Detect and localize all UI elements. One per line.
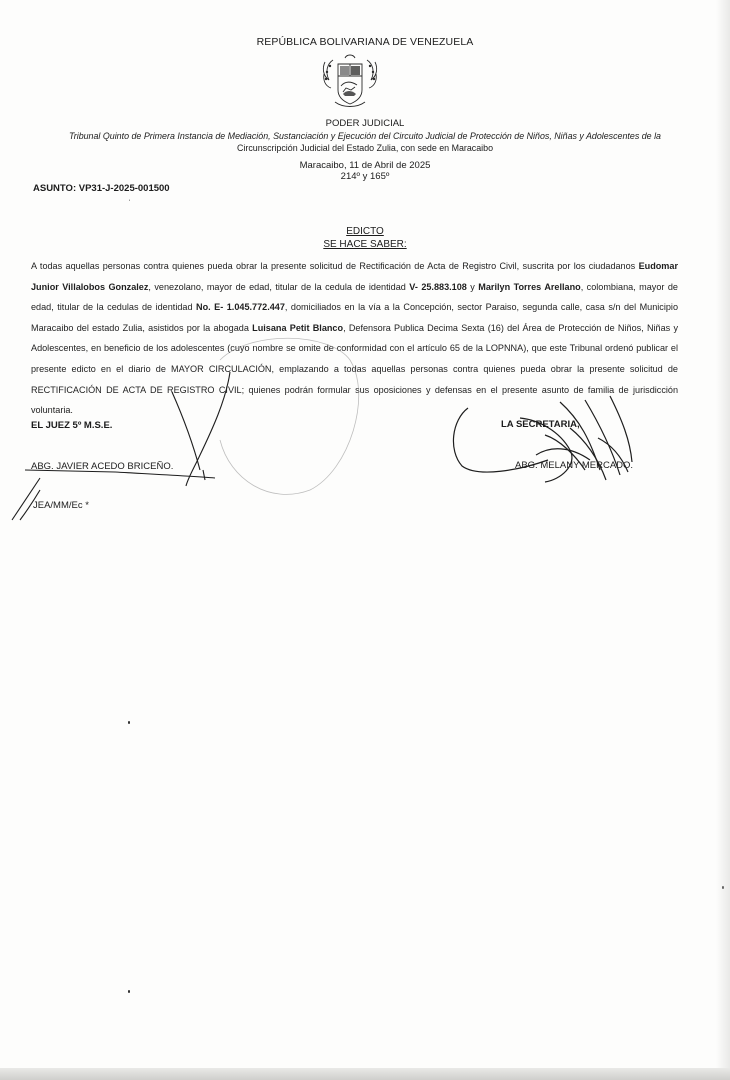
body-text-6: , Defensora Publica Decima Sexta (16) del Área de Protección de Niños, Niñas y Adolescentes, en beneficio de los adolescentes (cuyo nombre se omite de conformidad con el artículo 65 de la LOPNNA), que este Tribunal ordenó publicar el presente edicto en el diario de MAYOR CIRCULACIÓN, emplazando a todas aquellas personas contra quienes pueda obrar la presente solicitud de RECTIFICACIÓN DE ACTA DE REGISTRO CIVIL; quienes podrán formular sus oposiciones y defensas en el presente asunto de familia de jurisdicción voluntaria. [31, 322, 679, 416]
page-edge-shadow [716, 0, 730, 1080]
document-subtitle: SE HACE SABER: [323, 239, 407, 250]
independence-years: 214º y 165º [340, 171, 390, 182]
tribunal-name-line2: Circunscripción Judicial del Estado Zulia, con sede en Maracaibo [236, 143, 494, 153]
judge-title: EL JUEZ 5º M.S.E. [31, 420, 113, 431]
body-text-3: y [466, 281, 479, 292]
judicial-power-heading: PODER JUDICIAL [325, 118, 405, 129]
document-title: EDICTO [346, 226, 384, 237]
coat-of-arms-seal [315, 50, 385, 116]
initials: JEA/MM/Ec * [33, 500, 89, 511]
republic-heading: REPÚBLICA BOLIVARIANA DE VENEZUELA [256, 36, 474, 48]
judge-name: ABG. JAVIER ACEDO BRICEÑO. [31, 461, 174, 472]
applicant-id-1: V- 25.883.108 [409, 281, 467, 292]
body-text-5: , domiciliados en la vía a la Concepción, sector Paraiso, segunda calle, casa s/n del Municipio Maracaibo del estado Zulia, asistidos por la abogada [31, 302, 679, 333]
body-text-2: , venezolano, mayor de edad, titular de la cedula de identidad [148, 281, 410, 292]
body-text-4: , colombiana, mayor de edad, titular de la cedulas de identidad [31, 281, 678, 313]
applicant-name-2: Marilyn Torres Arellano [478, 281, 581, 292]
page-bottom-shadow [0, 1068, 730, 1080]
applicant-id-2: No. E- 1.045.772.447 [196, 302, 285, 313]
attorney-name: Luisana Petit Blanco [252, 322, 344, 333]
tribunal-name-line1: Tribunal Quinto de Primera Instancia de Mediación, Sustanciación y Ejecución del Circuito Judicial de Protección de Niños, Niñas y Adolescentes de la [69, 131, 661, 141]
secretary-title: LA SECRETARIA, [501, 419, 580, 430]
specks [128, 990, 130, 993]
secretary-name: ABG. MELANY MERCADO. [515, 460, 634, 471]
ink-mark: ˈ [128, 198, 131, 208]
applicant-name-1: Eudomar Junior Villalobos Gonzalez [31, 261, 678, 292]
place-and-date: Maracaibo, 11 de Abril de 2025 [299, 160, 431, 171]
edict-body [31, 256, 678, 421]
case-number: ASUNTO: VP31-J-2025-001500 [33, 183, 170, 194]
body-text-1: A todas aquellas personas contra quienes pueda obrar la presente solicitud de Rectificación de Acta de Registro Civil, suscrita por los ciudadanos [31, 261, 639, 271]
specks [128, 721, 130, 724]
tribunal-name [40, 130, 690, 154]
